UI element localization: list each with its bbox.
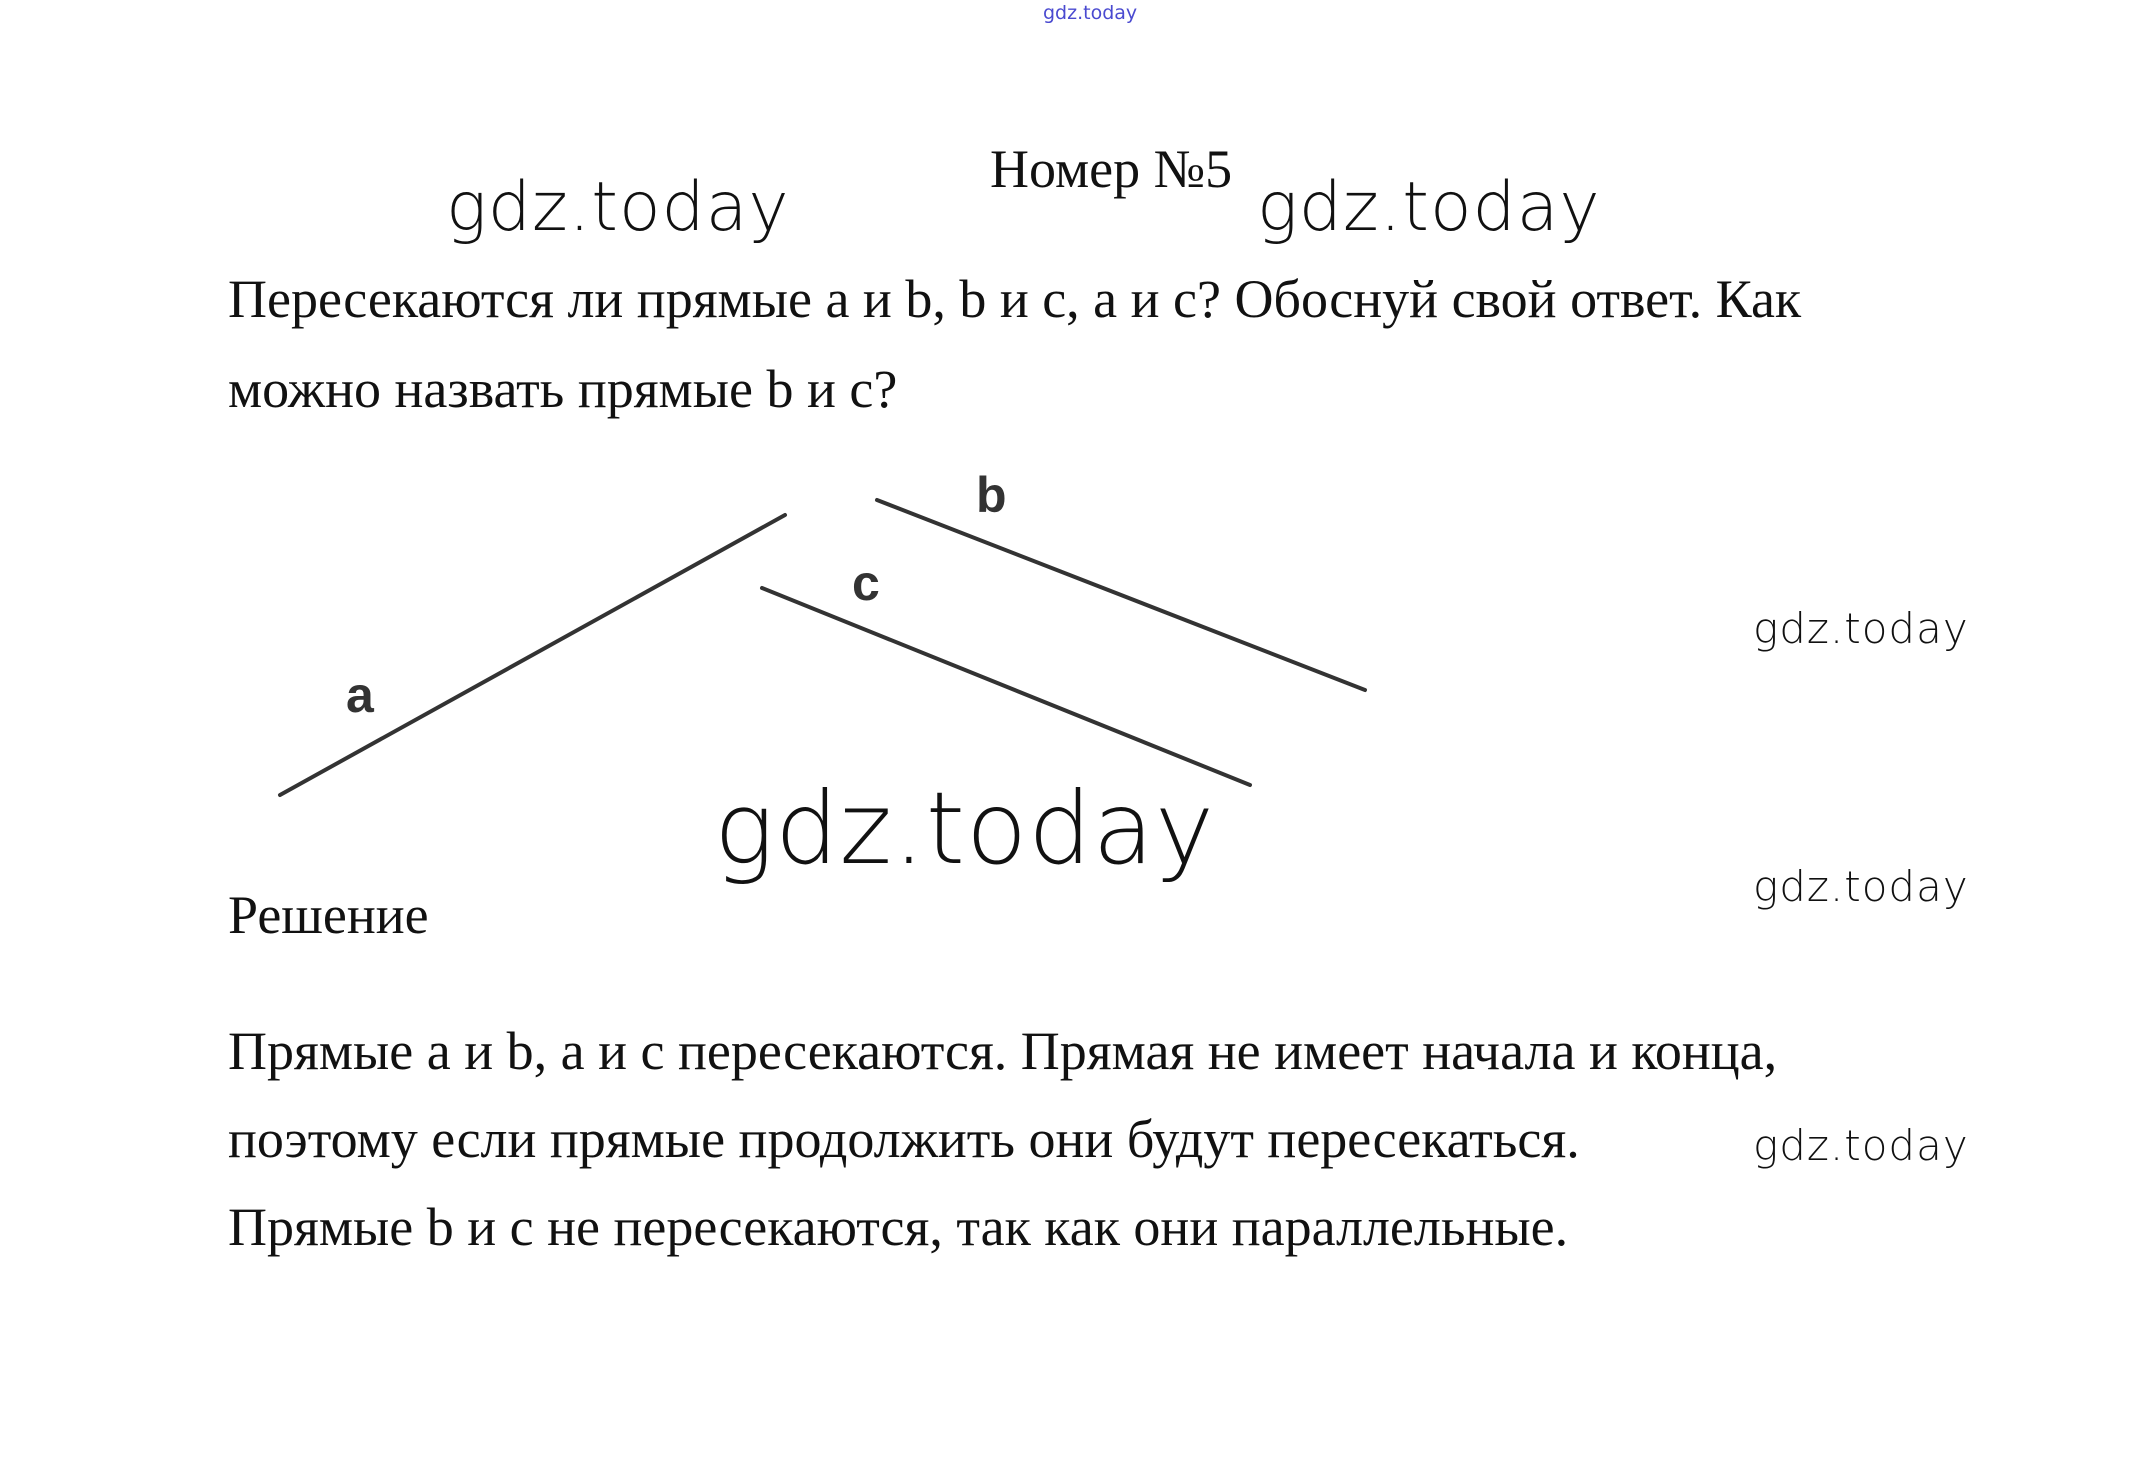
page-title: Номер №5 xyxy=(990,139,1233,199)
label-b: b xyxy=(976,467,1007,523)
line-b xyxy=(877,500,1365,690)
label-c: c xyxy=(852,555,880,611)
watermark-title-left: gdz.today xyxy=(446,168,790,247)
solution-heading: Решение xyxy=(228,885,429,945)
lines-figure xyxy=(250,460,1400,820)
answer-line-1: Прямые a и b, a и c пересекаются. Прямая не имеет начала и конца, xyxy=(228,1021,1778,1081)
label-a: a xyxy=(346,667,374,723)
line-a xyxy=(280,515,785,795)
watermark-solution-right: gdz.today xyxy=(1753,862,1969,911)
watermark-top: gdz.today xyxy=(1043,2,1138,24)
watermark-answer-right: gdz.today xyxy=(1753,1121,1969,1170)
watermark-figure-center: gdz.today xyxy=(714,770,1216,887)
question-line-1: Пересекаются ли прямые a и b, b и c, a и c? Обоснуй свой ответ. Как xyxy=(228,269,1802,329)
question-line-2: можно назвать прямые b и c? xyxy=(228,359,898,419)
answer-line-2: поэтому если прямые продолжить они будут пересекаться. xyxy=(228,1109,1580,1169)
watermark-figure-right: gdz.today xyxy=(1753,604,1969,653)
answer-line-3: Прямые b и c не пересекаются, так как они параллельные. xyxy=(228,1197,1569,1257)
watermark-title-right: gdz.today xyxy=(1257,168,1601,247)
